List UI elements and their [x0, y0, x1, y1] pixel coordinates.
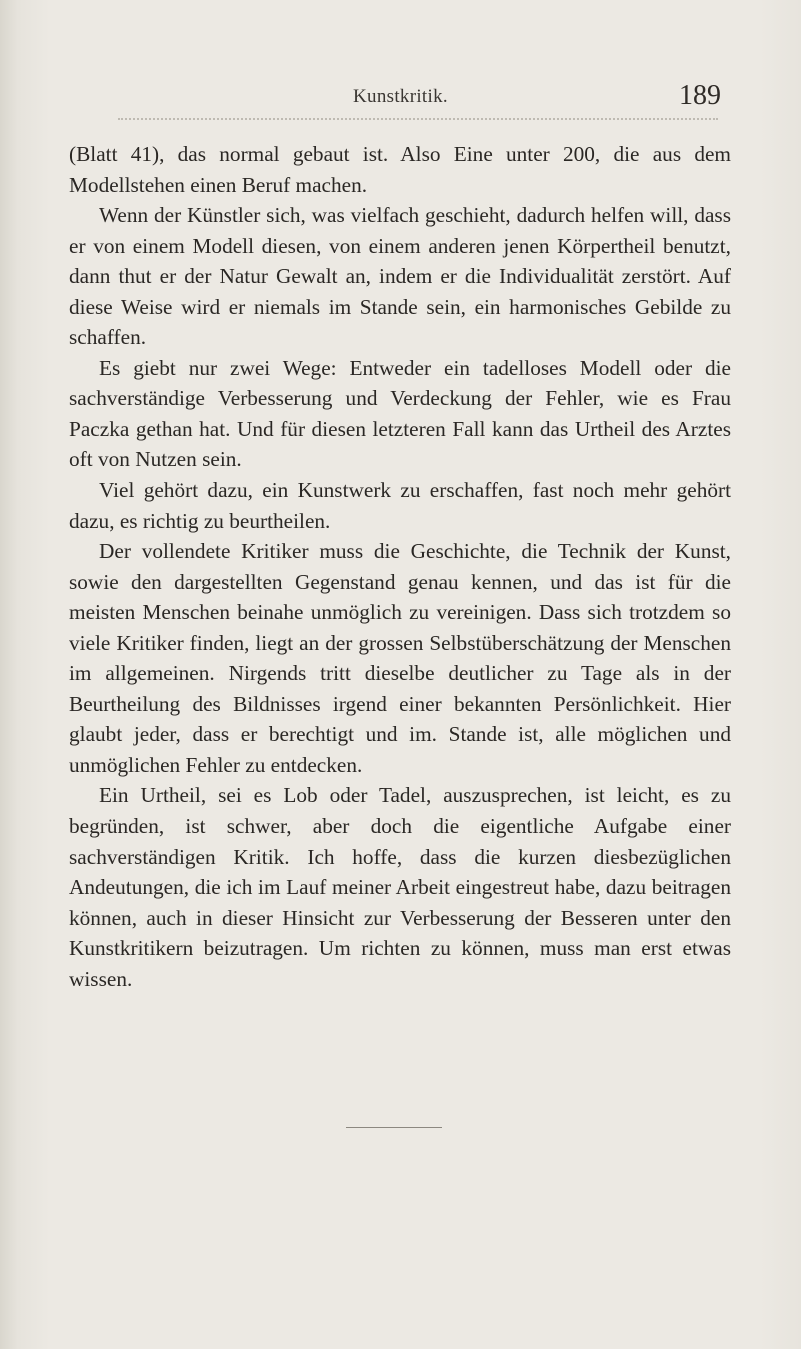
body-text [69, 139, 731, 994]
paragraph: Wenn der Künstler sich, was vielfach geschieht, dadurch helfen will, dass er von einem Modell diesen, von einem anderen jenen Körpertheil benutzt, dann thut er der Natur Gewalt an, indem er die Individualität zerstört. Auf diese Weise wird er niemals im Stande sein, ein harmonisches Gebilde zu schaffen. [69, 203, 731, 350]
paragraph: Ein Urtheil, sei es Lob oder Tadel, auszusprechen, ist leicht, es zu begründen, ist schwer, aber doch die eigentliche Aufgabe einer sachverständigen Kritik. Ich hoffe, dass die kurzen diesbezüglichen Andeutungen, die ich im Lauf meiner Arbeit eingestreut habe, dazu beitragen können, auch in dieser Hinsicht zur Verbesserung der Besseren unter den Kunstkritikern beizutragen. Um richten zu können, muss man erst etwas wissen. [69, 783, 731, 991]
paragraph: (Blatt 41), das normal gebaut ist. Also Eine unter 200, die aus dem Modellstehen einen Beruf machen. [69, 142, 731, 197]
page-number: 189 [679, 80, 721, 111]
paragraph: Viel gehört dazu, ein Kunstwerk zu erschaffen, fast noch mehr gehört dazu, es richtig zu beurtheilen. [69, 478, 731, 533]
page-header [0, 80, 801, 120]
running-title: Kunstkritik. [353, 86, 448, 107]
closing-rule [346, 1127, 442, 1128]
paragraph: Es giebt nur zwei Wege: Entweder ein tadelloses Modell oder die sachverständige Verbesserung und Verdeckung der Fehler, wie es Frau Paczka gethan hat. Und für diesen letzteren Fall kann das Urtheil des Arztes oft von Nutzen sein. [69, 355, 731, 472]
header-rule [118, 112, 718, 120]
paragraph: Der vollendete Kritiker muss die Geschichte, die Technik der Kunst, sowie den dargestellten Gegenstand genau kennen, und das ist für die meisten Menschen beinahe unmöglich zu vereinigen. Dass sich trotzdem so viele Kritiker finden, liegt an der grossen Selbstüberschätzung der Menschen im allgemeinen. Nirgends tritt dieselbe deutlicher zu Tage als in der Beurtheilung des Bildnisses irgend einer bekannten Persönlichkeit. Hier glaubt jeder, dass er berechtigt und im. Stande ist, alle möglichen und unmöglichen Fehler zu entdecken. [69, 539, 731, 777]
